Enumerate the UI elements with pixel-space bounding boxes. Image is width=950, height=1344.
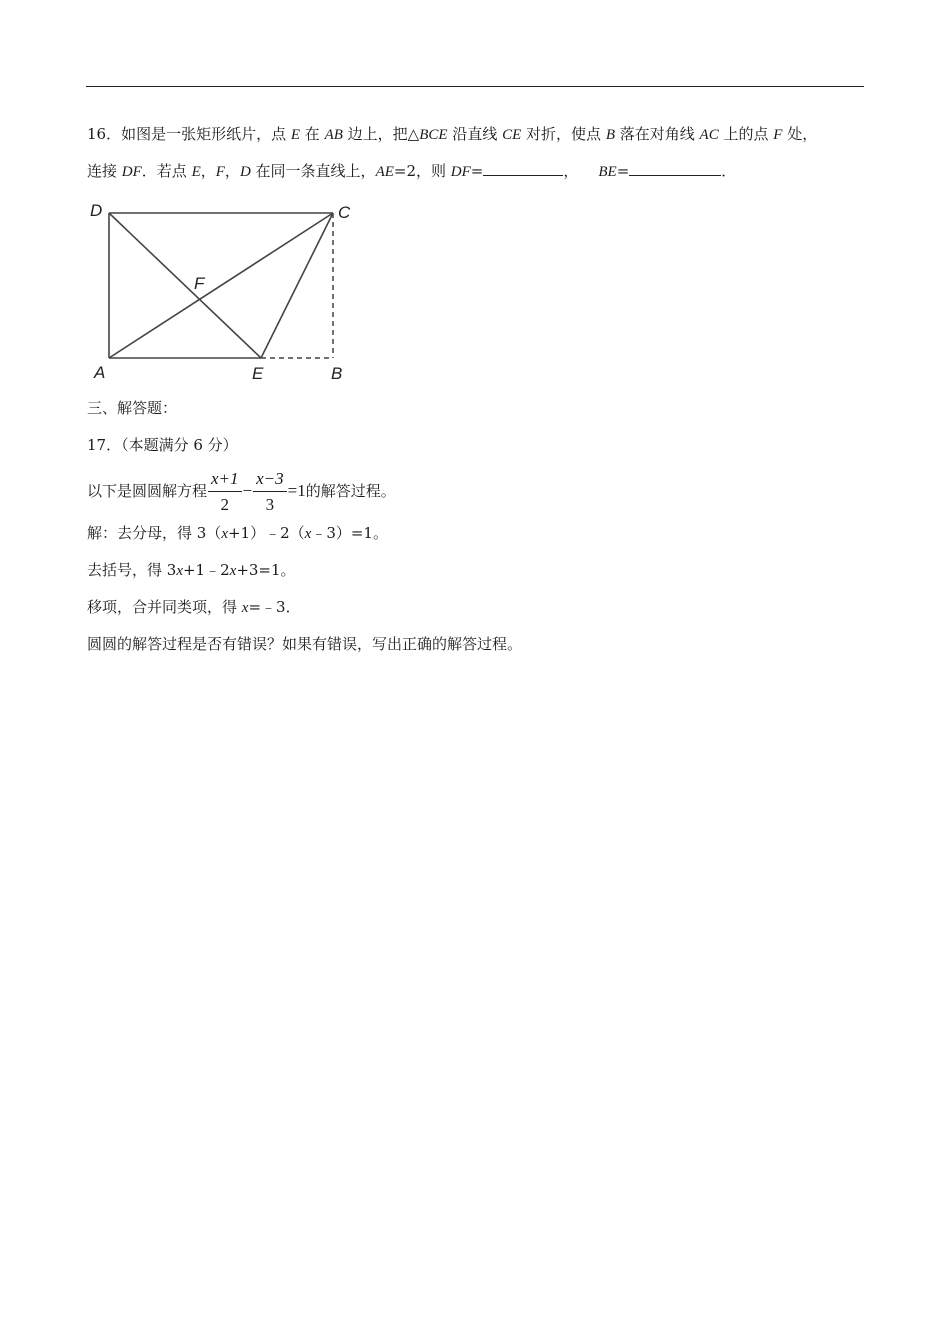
q16-text: = [470,162,484,180]
q16-text: 16．如图是一张矩形纸片，点 [87,125,291,143]
q16-var: DF [121,164,142,180]
q17-text: 移项，合并同类项，得 [87,598,242,616]
header-rule [86,86,864,87]
q17-text: +1﹣2 [182,561,230,579]
q17-question: 圆圆的解答过程是否有错误？如果有错误，写出正确的解答过程。 [87,635,523,653]
q17-var: x [241,600,249,616]
q16-text: = [616,162,630,180]
q16-text: 在 [300,125,325,143]
point-label-a: A [94,363,106,382]
point-label-d: D [90,201,103,220]
segment-de [109,213,261,358]
point-label-b: B [331,364,343,383]
q16-text: 落在对角线 [615,125,700,143]
q17-step-2 [87,560,296,581]
q16-text: ， [563,162,579,180]
q16-text: 上的点 [718,125,774,143]
q16-var: AC [699,127,719,143]
q17-text: 以下是圆圆解方程 [87,482,208,500]
q16-text: 沿直线 [447,125,503,143]
answer-blank-df[interactable] [483,161,563,176]
q17-step-1 [87,523,388,544]
q16-var: DF [450,164,471,180]
q17-step-3 [87,597,301,618]
q16-var: AB [324,127,343,143]
fraction-2-numerator: x−3 [253,469,287,492]
q17-header: 17．（本题满分 6 分） [87,436,238,454]
q16-var: E [191,164,201,180]
q16-text: =2，则 [393,162,451,180]
q17-text: =﹣3． [248,598,301,616]
q16-text: ． [721,162,737,180]
q16-text: ， [224,162,240,180]
point-label-f: F [194,274,205,293]
q17-text: +3=1。 [236,561,296,579]
q16-line-2 [87,161,736,182]
fraction-2-denominator: 3 [265,495,275,514]
diagonal-ac [109,213,333,358]
q16-var: F [215,164,225,180]
q16-var: BE [598,164,617,180]
fraction-2 [253,469,287,515]
q16-text: 连接 [87,162,122,180]
point-label-c: C [338,203,351,222]
q16-text: 处， [782,125,818,143]
q16-var: F [773,127,783,143]
equation-rhs: =1 [287,481,306,500]
q16-text: 对折，使点 [521,125,606,143]
q17-var: x [176,563,183,579]
q16-var: AE [375,164,394,180]
fraction-1-numerator: x+1 [208,469,242,492]
q16-line-1 [87,124,817,145]
segment-ce [261,213,333,358]
q16-text: 边上，把△ [342,125,420,143]
q17-text: +1）﹣2（ [227,524,305,542]
q17-text: 解：去分母，得 3（ [87,524,222,542]
minus-sign: − [242,481,253,500]
q17-text: 去括号，得 3 [87,561,177,579]
fraction-1-denominator: 2 [220,495,230,514]
q16-var: CE [502,127,522,143]
q16-text: ．若点 [141,162,192,180]
point-label-e: E [252,364,264,383]
q17-var: x [229,563,237,579]
rectangle-fold-figure [86,196,366,386]
q17-var: x [221,526,228,542]
fraction-1 [208,469,242,515]
q16-text: 在同一条直线上， [250,162,376,180]
q16-var: D [239,164,251,180]
q17-text: 的解答过程。 [305,482,396,500]
q16-var: B [605,127,615,143]
q16-text: ， [200,162,216,180]
q17-text: ﹣3）=1。 [311,524,388,542]
q17-var: x [304,526,312,542]
q17-intro [87,467,396,515]
section-title: 三、解答题： [87,399,178,417]
answer-blank-be[interactable] [629,161,721,176]
q16-var: E [290,127,301,143]
q16-var: BCE [419,127,448,143]
